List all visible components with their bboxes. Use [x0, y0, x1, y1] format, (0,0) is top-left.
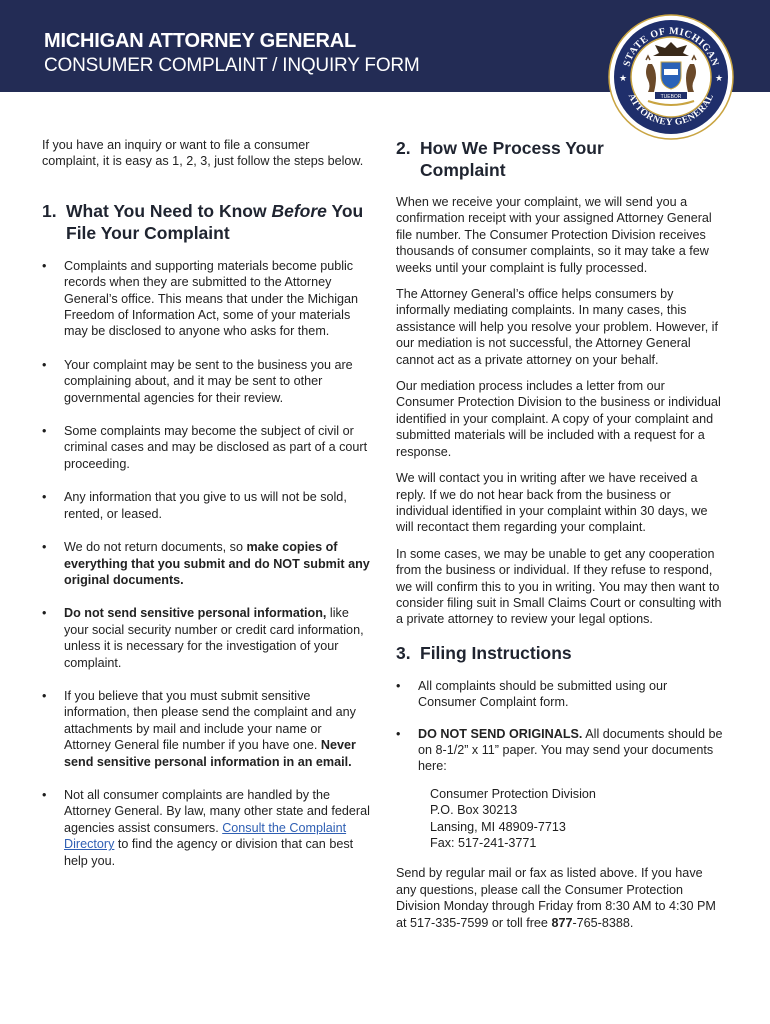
left-column — [42, 137, 370, 886]
seal-bottom-text: ATTORNEY GENERAL — [625, 92, 717, 129]
list-item — [42, 357, 370, 406]
section2-paragraph: In some cases, we may be unable to get any cooperation from the business or individual. If they refuse to respond, we will confirm this to you in writing. You may then want to consider filing suit in Small Claims Court or consulting with a private attorney to review your legal options. — [396, 546, 722, 627]
closing-text-post: -765-8388. — [572, 915, 634, 930]
bullet-icon: • — [42, 424, 47, 439]
list-item — [42, 539, 370, 588]
header-title-form: CONSUMER COMPLAINT / INQUIRY FORM — [44, 55, 420, 76]
list-item-text: Complaints and supporting materials become public records when they are submitted to the Attorney General’s office. This means that under the Michigan Freedom of Information Act, some of your materials may be disclosed to anyone who asks for them. — [64, 258, 359, 339]
list-item — [42, 688, 370, 770]
address-line: P.O. Box 30213 — [430, 803, 518, 818]
seal-banner-text: TUEBOR — [660, 94, 682, 100]
mailing-address — [430, 786, 726, 852]
list-item — [42, 489, 370, 522]
bullet-icon: • — [42, 357, 47, 372]
bullet-icon: • — [42, 787, 47, 802]
list-item-text-bold: Never send sensitive personal information in an email. — [64, 738, 356, 769]
complaint-directory-link[interactable]: Consult the Complaint Directory — [64, 820, 347, 852]
section1-number: 1. — [42, 200, 57, 221]
svg-text:★: ★ — [715, 73, 724, 83]
list-item-text-bold: Do not send sensitive personal information, — [64, 606, 327, 621]
list-item-text-bold: make copies of everything that you submit and do NOT submit any original documents. — [64, 540, 370, 587]
section1-heading-pre: What You Need to Know — [66, 200, 272, 221]
section1-list — [42, 258, 370, 869]
section2-heading — [396, 137, 611, 181]
section2-paragraph: When we receive your complaint, we will send you a confirmation receipt with your assigned Attorney General file number. The Consumer Protection Division receives thousands of consumer complaints, so it may take a few weeks until your complaint is fully processed. — [396, 195, 712, 275]
bullet-icon: • — [396, 726, 401, 741]
address-line: Lansing, MI 48909-7713 — [430, 819, 566, 834]
section1-heading-post: You File Your Complaint — [66, 200, 364, 243]
list-item-text — [418, 726, 726, 775]
list-item-text: Any information that you give to us will not be sold, rented, or leased. — [64, 490, 347, 521]
list-item — [42, 423, 370, 472]
list-item-text — [64, 605, 370, 671]
list-item-text-pre: Not all consumer complaints are handled by the Attorney General. By law, many other state and federal agencies assist consumers. — [64, 787, 370, 835]
list-item-text: Some complaints may become the subject of civil or criminal cases and may be disclosed as part of a court proceeding. — [64, 424, 368, 471]
list-item-text: Your complaint may be sent to the business you are complaining about, and it may be sent to other governmental agencies for their review. — [64, 357, 353, 405]
section3-heading-text: Filing Instructions — [420, 642, 572, 663]
list-item-text-post: to find the agency or division that can best help you. — [64, 837, 354, 868]
list-item-text-pre: If you believe that you must submit sensitive information, then please send the complaint and any attachments by mail and include your name or Attorney General file number if you have one. — [64, 688, 356, 753]
address-line: Fax: 517-241-3771 — [430, 836, 537, 850]
bullet-icon: • — [42, 540, 47, 555]
address-line: Consumer Protection Division — [430, 786, 596, 801]
section3-number: 3. — [396, 642, 411, 663]
bullet-icon: • — [396, 678, 401, 693]
list-item — [396, 678, 726, 711]
bullet-icon: • — [42, 688, 47, 703]
closing-text-pre: Send by regular mail or fax as listed above. If you have any questions, please call the Consumer Protection Division Monday through Friday from 8:30 AM to 4:30 PM at 517-335-7599 or toll free — [396, 866, 716, 930]
right-column — [396, 137, 726, 931]
bullet-icon: • — [42, 606, 47, 621]
bullet-icon: • — [42, 490, 47, 505]
intro-text: If you have an inquiry or want to file a consumer complaint, it is easy as 1, 2, 3, just follow the steps below. — [42, 138, 364, 169]
attorney-general-seal-icon — [608, 14, 734, 140]
section2-paragraph: Our mediation process includes a letter from our Consumer Protection Division to the business or individual identified in your complaint. A copy of your complaint and submitted materials will be included with a request for a response. — [396, 379, 721, 459]
list-item — [396, 726, 726, 775]
seal-top-text: STATE OF MICHIGAN — [621, 25, 721, 68]
section2-number: 2. — [396, 138, 411, 158]
section1-heading — [42, 200, 370, 244]
list-item-text — [64, 688, 370, 770]
section3-list — [396, 678, 726, 775]
list-item-text-post: like your social security number or credit card information, unless it is necessary for the investigation of your complaint. — [64, 606, 364, 670]
svg-text:★: ★ — [619, 73, 628, 83]
section2-heading-text: How We Process Your Complaint — [420, 138, 604, 180]
list-item — [42, 787, 370, 869]
list-item-text — [64, 787, 370, 869]
list-item-text-pre: We do not return documents, so — [64, 540, 247, 555]
bullet-icon: • — [42, 258, 47, 273]
list-item-text — [64, 539, 370, 588]
list-item-text-bold: DO NOT SEND ORIGINALS. — [418, 726, 583, 741]
list-item — [42, 258, 370, 340]
closing-paragraph — [396, 865, 726, 931]
closing-text-bold: 877 — [551, 915, 573, 930]
list-item-text: All complaints should be submitted using our Consumer Complaint form. — [418, 678, 668, 710]
list-item-text-post: All documents should be on 8-1/2” x 11” paper. You may send your documents here: — [418, 726, 723, 774]
section3-heading — [396, 642, 726, 664]
section2-paragraph: We will contact you in writing after we have received a reply. If we do not hear back from the business or individual identified in your complaint within 30 days, we will recontact them regarding your complaint. — [396, 471, 708, 535]
header-title-agency: MICHIGAN ATTORNEY GENERAL — [44, 30, 357, 52]
section2-paragraph: The Attorney General’s office helps consumers by informally mediating complaints. In many cases, this assistance will help you resolve your problem. However, if our mediation is not successful, the Attorney General cannot act as a private attorney on your behalf. — [396, 287, 718, 367]
section1-heading-emphasis: Before — [271, 200, 327, 221]
list-item — [42, 605, 370, 671]
